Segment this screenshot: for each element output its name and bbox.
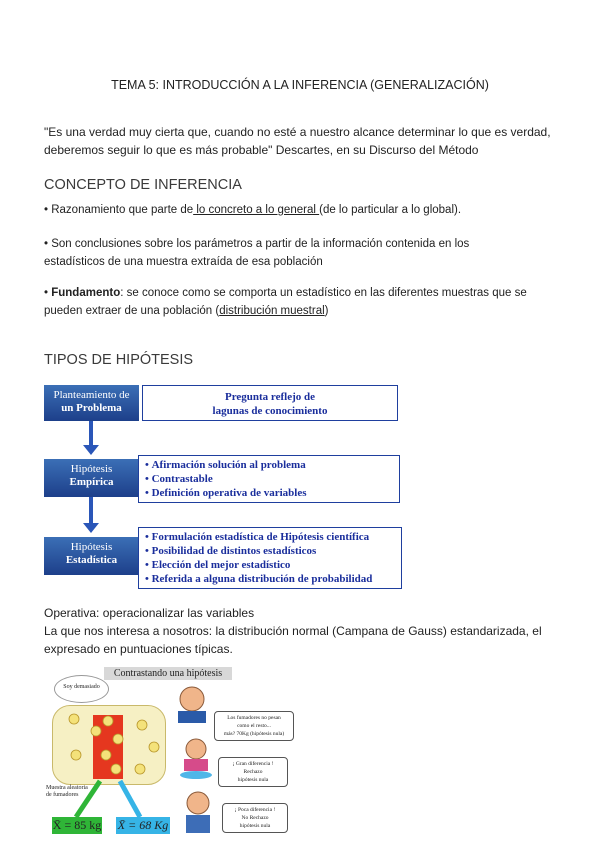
- fundamento-close-paren: ): [324, 305, 329, 317]
- interes-line-1: La que nos interesa a nosotros: la distribución normal (Campana de Gauss) estandarizada, el: [44, 624, 542, 638]
- fundamento-label: Fundamento: [51, 287, 121, 299]
- arrow-down-icon: [83, 445, 99, 455]
- bullet-razonamiento: [44, 201, 564, 219]
- bubble-3-line-3: hipótesis nula: [239, 823, 271, 829]
- bullet-1-pre: • Razonamiento que parte de: [44, 204, 194, 216]
- mean-68-box: X̄ = 68 Kg: [117, 818, 169, 832]
- empirica-item: • Contrastable: [145, 473, 213, 485]
- hypothesis-diagram: [42, 383, 402, 595]
- thinking-person-icon: [170, 683, 210, 723]
- planteamiento-box: [44, 385, 139, 421]
- distribucion-muestral-link[interactable]: distribución muestral: [219, 305, 325, 317]
- quote-line-1: "Es una verdad muy cierta que, cuando no esté a nuestro alcance determinar lo que es verdad,: [44, 125, 551, 139]
- estadistica-line-2: Estadística: [65, 554, 118, 566]
- fundamento-text: : se conoce como se comporta un estadístico en las diferentes muestras que se: [120, 287, 527, 299]
- estadistica-item: • Posibilidad de distintos estadísticos: [145, 545, 317, 557]
- bullet-conclusiones: [44, 235, 564, 271]
- surprised-person-icon: [178, 735, 214, 779]
- empirica-line-2: Empírica: [69, 476, 114, 488]
- page-title: TEMA 5: INTRODUCCIÓN A LA INFERENCIA (GENERALIZACIÓN): [111, 78, 489, 92]
- estadistica-line-1: Hipótesis: [70, 541, 113, 553]
- bubble-2-line-3: hipótesis nula: [237, 777, 269, 783]
- speech-bubble-3: [222, 803, 288, 833]
- concepto-heading: CONCEPTO DE INFERENCIA: [44, 177, 242, 193]
- muestra-line-1: Muestra aleatoria: [46, 785, 88, 791]
- smiley-faces: [52, 705, 164, 783]
- empirica-items-box: [138, 455, 400, 503]
- planteamiento-line-1: Planteamiento de: [53, 389, 130, 401]
- operativa-paragraph: [44, 604, 564, 658]
- cloud-bubble: Soy demasiado: [54, 675, 109, 703]
- speech-bubble-1: [214, 711, 294, 741]
- bullet-2-line-1: • Son conclusiones sobre los parámetros a partir de la información contenida en los: [44, 238, 470, 250]
- interes-line-2: expresado en puntuaciones típicas.: [44, 642, 233, 656]
- planteamiento-line-2: un Problema: [61, 402, 122, 414]
- empirica-item: • Definición operativa de variables: [145, 487, 307, 499]
- bubble-1-line-2: como el resto...: [237, 723, 271, 729]
- contrastando-illustration: [44, 665, 300, 837]
- mean-85-box: X̄ = 85 kg: [52, 818, 102, 832]
- estadistica-items-box: [138, 527, 402, 589]
- bubble-2-line-1: ¡ Gran diferencia !: [232, 761, 274, 767]
- quote-line-2: deberemos seguir lo que es más probable" Descartes, en su Discurso del Método: [44, 143, 479, 157]
- descartes-quote: [44, 123, 564, 159]
- empirica-line-1: Hipótesis: [70, 463, 113, 475]
- fundamento-line-2: pueden extraer de una población (: [44, 305, 220, 317]
- pregunta-line-1: Pregunta reflejo de: [224, 391, 315, 403]
- pregunta-box: [142, 385, 398, 421]
- bubble-3-line-1: ¡ Poca diferencia !: [234, 807, 276, 813]
- bullet-2-line-2: estadísticos de una muestra extraída de esa población: [44, 256, 323, 268]
- arrow-down-icon: [83, 523, 99, 533]
- operativa-line: Operativa: operacionalizar las variables: [44, 606, 255, 620]
- tipos-heading: TIPOS DE HIPÓTESIS: [44, 352, 194, 368]
- illustration-title: Contrastando una hipótesis: [104, 667, 232, 680]
- bubble-3-line-2: No Rechazo: [241, 815, 269, 821]
- hipotesis-empirica-box: [44, 459, 139, 497]
- bullet-1-post: (de lo particular a lo global).: [319, 204, 462, 216]
- bubble-1-line-3: más? 70Kg (hipótesis nula): [223, 731, 285, 737]
- bubble-2-line-2: Rechazo: [243, 769, 263, 775]
- pregunta-line-2: lagunas de conocimiento: [212, 405, 328, 417]
- concreto-general-link[interactable]: lo concreto a lo general: [193, 204, 320, 216]
- empirica-item: • Afirmación solución al problema: [145, 459, 306, 471]
- speech-bubble-2: [218, 757, 288, 787]
- estadistica-item: • Elección del mejor estadístico: [145, 559, 291, 571]
- estadistica-item: • Formulación estadística de Hipótesis científica: [145, 531, 370, 543]
- bubble-1-line-1: Los fumadores no pesan: [227, 715, 281, 721]
- estadistica-item: • Referida a alguna distribución de probabilidad: [145, 573, 373, 585]
- calm-person-icon: [180, 789, 216, 835]
- muestra-line-2: de fumadores: [46, 792, 79, 798]
- bullet-fundamento: • Fundamento: se conoce como se comporta un estadístico en las diferentes muestras que se pueden extraer de una población (distribución muestral): [44, 287, 527, 317]
- hipotesis-estadistica-box: [44, 537, 139, 575]
